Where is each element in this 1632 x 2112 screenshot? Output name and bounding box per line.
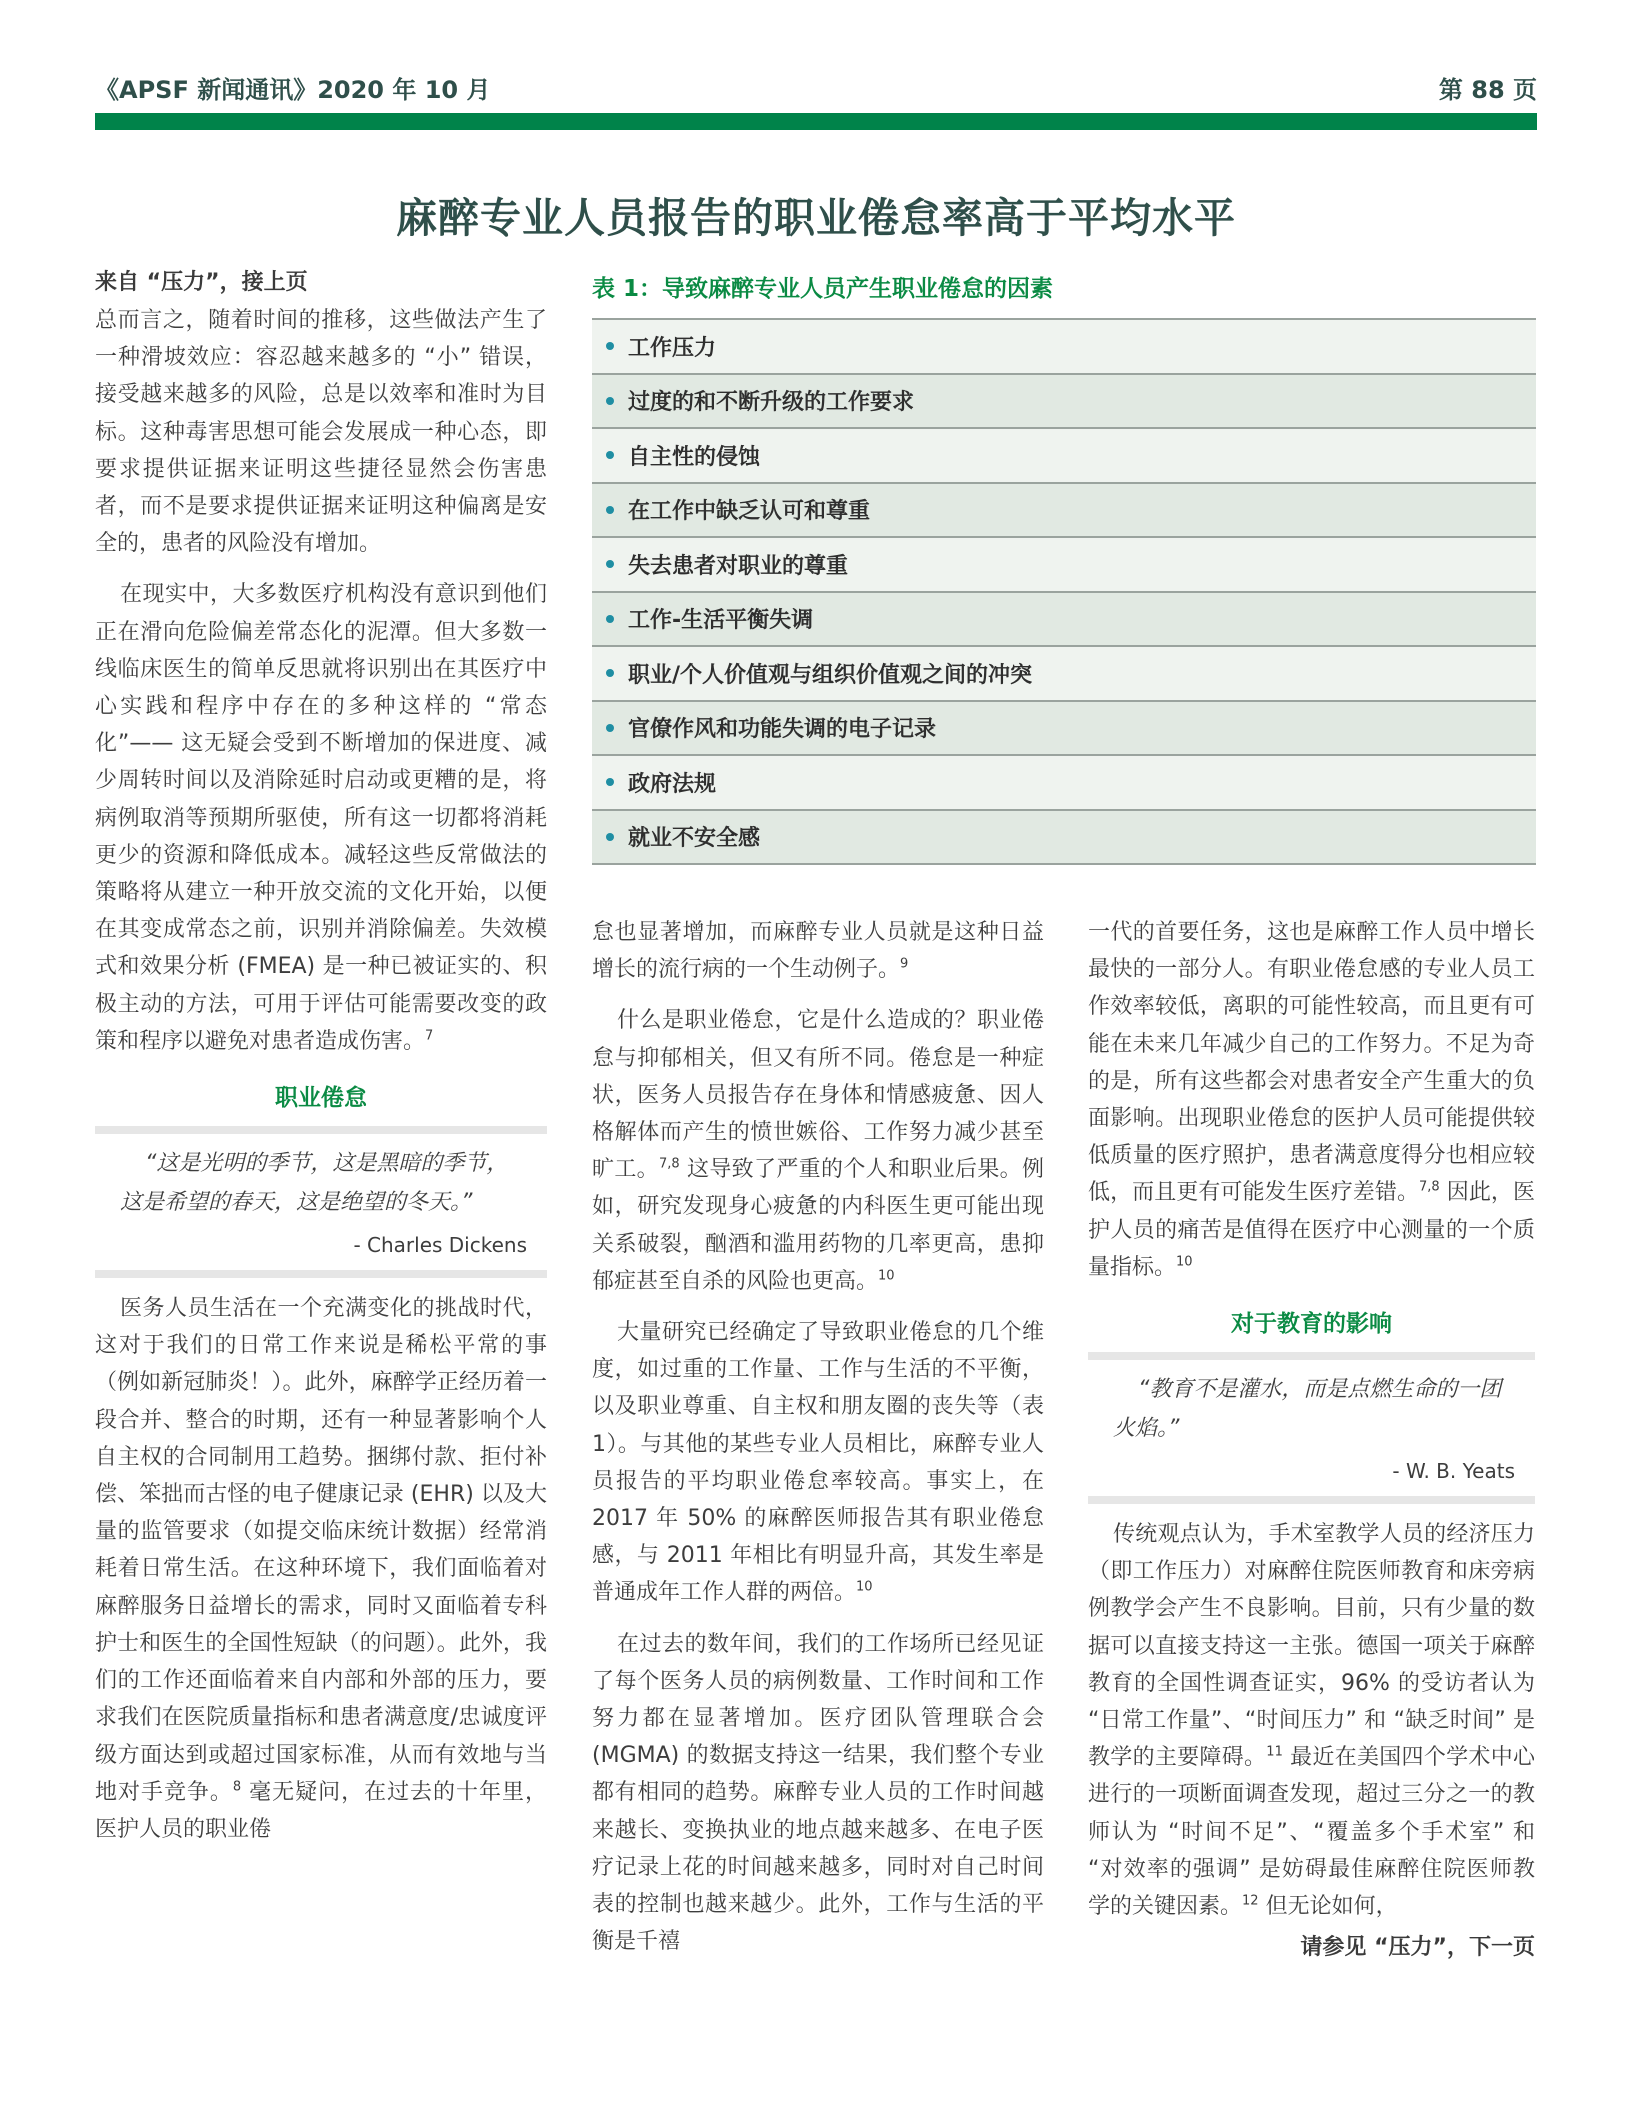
bullet-icon	[606, 615, 614, 623]
bullet-icon	[606, 833, 614, 841]
paragraph	[95, 576, 547, 1060]
paragraph-text: 因此，医护人员的痛苦是值得在医疗中心测量的一个质量指标。	[1088, 1180, 1535, 1280]
page-number: 第 88 页	[1438, 75, 1537, 104]
column-left	[95, 268, 547, 1848]
article-title: 麻醉专业人员报告的职业倦怠率高于平均水平	[396, 194, 1236, 242]
reference-superscript[interactable]: 7,8	[1419, 1180, 1440, 1196]
table-row-label: 在工作中缺乏认可和尊重	[628, 499, 871, 525]
table-row	[592, 429, 1536, 484]
table-row	[592, 756, 1536, 811]
table-row-label: 官僚作风和功能失调的电子记录	[628, 717, 937, 743]
reference-superscript[interactable]: 12	[1242, 1893, 1259, 1909]
table-row-label: 政府法规	[628, 771, 717, 797]
reference-superscript[interactable]: 8	[232, 1779, 242, 1795]
paragraph	[1088, 914, 1535, 1286]
header-divider-bar	[95, 113, 1537, 130]
reference-superscript[interactable]: 11	[1266, 1744, 1283, 1760]
paragraph	[592, 1002, 1044, 1300]
table-row	[592, 484, 1536, 539]
table-row-label: 工作压力	[628, 335, 717, 361]
bullet-icon	[606, 669, 614, 677]
paragraph	[592, 914, 1044, 988]
paragraph-text: 这导致了严重的个人和职业后果。例如，研究发现身心疲惫的内科医生更可能出现关系破裂，酗酒和滥用药物的几率更高，患抑郁症甚至自杀的风险也更高。	[592, 1157, 1044, 1294]
table-row-label: 职业/个人价值观与组织价值观之间的冲突	[628, 662, 1033, 688]
paragraph	[592, 1626, 1044, 1961]
reference-superscript[interactable]: 7,8	[659, 1156, 680, 1172]
table-row-label: 失去患者对职业的尊重	[628, 553, 849, 579]
quote-text: “这是光明的季节，这是黑暗的季节，这是希望的春天，这是绝望的冬天。”	[120, 1151, 509, 1216]
reference-superscript[interactable]: 7	[425, 1028, 434, 1044]
factors-table	[592, 318, 1536, 865]
table-title: 表 1：导致麻醉专业人员产生职业倦怠的因素	[592, 276, 1054, 302]
bullet-icon	[606, 778, 614, 786]
reference-superscript[interactable]: 10	[878, 1268, 895, 1284]
table-row-label: 过度的和不断升级的工作要求	[628, 390, 915, 416]
column-right	[1088, 914, 1535, 1963]
reference-superscript[interactable]: 10	[856, 1580, 873, 1596]
bullet-icon	[606, 560, 614, 568]
section-heading-burnout: 职业倦怠	[275, 1085, 367, 1112]
reference-superscript[interactable]: 10	[1176, 1254, 1193, 1270]
paragraph	[592, 1314, 1044, 1612]
table-row	[592, 593, 1536, 648]
table-row	[592, 647, 1536, 702]
quote-author: - W. B. Yeats	[1392, 1459, 1515, 1484]
bullet-icon	[606, 397, 614, 405]
quote-text: “教育不是灌水，而是点燃生命的一团火焰。”	[1113, 1377, 1502, 1442]
table-row	[592, 538, 1536, 593]
table-row-label: 工作-生活平衡失调	[628, 608, 814, 634]
pull-quote	[95, 1126, 547, 1278]
table-row	[592, 375, 1536, 430]
table-row	[592, 811, 1536, 866]
paragraph-text: 在过去的数年间，我们的工作场所已经见证了每个医务人员的病例数量、工作时间和工作努力都在显著增加。医疗团队管理联合会 (MGMA) 的数据支持这一结果，我们整个专业都有相同的趋势。麻醉专业人员的工作时间越来越长、变换执业的地点越来越多、在电子医疗记录上花的时间越来越多，同时对自己时间表的控制也越来越少。此外，工作与生活的平衡是千禧	[592, 1631, 1044, 1955]
paragraph	[1088, 1516, 1535, 1925]
publication-name: 《APSF 新闻通讯》2020 年 10 月	[95, 75, 491, 104]
paragraph-text: 传统观点认为，手术室教学人员的经济压力（即工作压力）对麻醉住院医师教育和床旁病例教学会产生不良影响。目前，只有少量的数据可以直接支持这一主张。德国一项关于麻醉教育的全国性调查证实，96% 的受访者认为 “日常工作量”、“时间压力” 和 “缺乏时间” 是教学的主要障碍。	[1088, 1522, 1535, 1771]
pull-quote	[1088, 1352, 1535, 1504]
column-middle	[592, 914, 1044, 1960]
quote-author: - Charles Dickens	[353, 1233, 527, 1258]
continued-from-label: 来自 “压力”，接上页	[95, 270, 308, 295]
table-row-label: 自主性的侵蚀	[628, 444, 761, 470]
paragraph-text: 但无论如何，	[1265, 1894, 1398, 1920]
paragraph-text: 怠也显著增加，而麻醉专业人员就是这种日益增长的流行病的一个生动例子。	[592, 920, 1044, 983]
table-row-label: 就业不安全感	[628, 826, 761, 852]
paragraph-text: 总而言之，随着时间的推移，这些做法产生了一种滑坡效应：容忍越来越多的 “小” 错误，接受越来越多的风险，总是以效率和准时为目标。这种毒害思想可能会发展成一种心态，即要求提供证据来证明这些捷径显然会伤害患者，而不是要求提供证据来证明这种偏离是安全的，患者的风险没有增加。	[95, 308, 547, 557]
bullet-icon	[606, 342, 614, 350]
paragraph-text: 什么是职业倦怠，它是什么造成的？职业倦怠与抑郁相关，但又有所不同。倦怠是一种症状，医务人员报告存在身体和情感疲惫、因人格解体而产生的愤世嫉俗、工作努力减少甚至旷工。	[592, 1008, 1044, 1183]
paragraph	[95, 302, 547, 562]
paragraph	[95, 1290, 547, 1848]
table-row	[592, 702, 1536, 757]
bullet-icon	[606, 724, 614, 732]
page-header	[95, 72, 1537, 102]
reference-superscript[interactable]: 9	[900, 956, 909, 972]
paragraph-text: 最近在美国四个学术中心进行的一项断面调查发现，超过三分之一的教师认为 “时间不足”、“覆盖多个手术室” 和 “对效率的强调” 是妨碍最佳麻醉住院医师教学的关键因素。	[1088, 1745, 1535, 1920]
continued-next-page-link[interactable]: 请参见 “压力”，下一页	[1300, 1935, 1535, 1961]
bullet-icon	[606, 506, 614, 514]
section-heading-education: 对于教育的影响	[1231, 1311, 1392, 1338]
paragraph-text: 毫无疑问，在过去的十年里，医护人员的职业倦	[95, 1779, 547, 1842]
paragraph-text: 大量研究已经确定了导致职业倦怠的几个维度，如过重的工作量、工作与生活的不平衡，以及职业尊重、自主权和朋友圈的丧失等（表 1）。与其他的某些专业人员相比，麻醉专业人员报告的平均职业倦怠率较高。事实上，在 2017 年 50% 的麻醉医师报告其有职业倦怠感，与 2011 年相比有明显升高，其发生率是普通成年工作人群的两倍。	[592, 1320, 1044, 1606]
paragraph-text: 医务人员生活在一个充满变化的挑战时代，这对于我们的日常工作来说是稀松平常的事（例如新冠肺炎！）。此外，麻醉学正经历着一段合并、整合的时期，还有一种显著影响个人自主权的合同制用工趋势。捆绑付款、拒付补偿、笨拙而古怪的电子健康记录 (EHR) 以及大量的监管要求（如提交临床统计数据）经常消耗着日常生活。在这种环境下，我们面临着对麻醉服务日益增长的需求，同时又面临着专科护士和医生的全国性短缺（的问题）。此外，我们的工作还面临着来自内部和外部的压力，要求我们在医院质量指标和患者满意度/忠诚度评级方面达到或超过国家标准，从而有效地与当地对手竞争。	[95, 1296, 547, 1805]
paragraph-text: 一代的首要任务，这也是麻醉工作人员中增长最快的一部分人。有职业倦怠感的专业人员工作效率较低，离职的可能性较高，而且更有可能在未来几年减少自己的工作努力。不足为奇的是，所有这些都会对患者安全产生重大的负面影响。出现职业倦怠的医护人员可能提供较低质量的医疗照护，患者满意度得分也相应较低，而且更有可能发生医疗差错。	[1088, 920, 1535, 1206]
paragraph-text: 在现实中，大多数医疗机构没有意识到他们正在滑向危险偏差常态化的泥潭。但大多数一线临床医生的简单反思就将识别出在其医疗中心实践和程序中存在的多种这样的 “常态化”—— 这无疑会受到不断增加的保进度、减少周转时间以及消除延时启动或更糟的是，将病例取消等预期所驱使，所有这一切都将消耗更少的资源和降低成本。减轻这些反常做法的策略将从建立一种开放交流的文化开始，以便在其变成常态之前，识别并消除偏差。失效模式和效果分析 (FMEA) 是一种已被证实的、积极主动的方法，可用于评估可能需要改变的政策和程序以避免对患者造成伤害。	[95, 582, 547, 1054]
table-row	[592, 320, 1536, 375]
bullet-icon	[606, 451, 614, 459]
